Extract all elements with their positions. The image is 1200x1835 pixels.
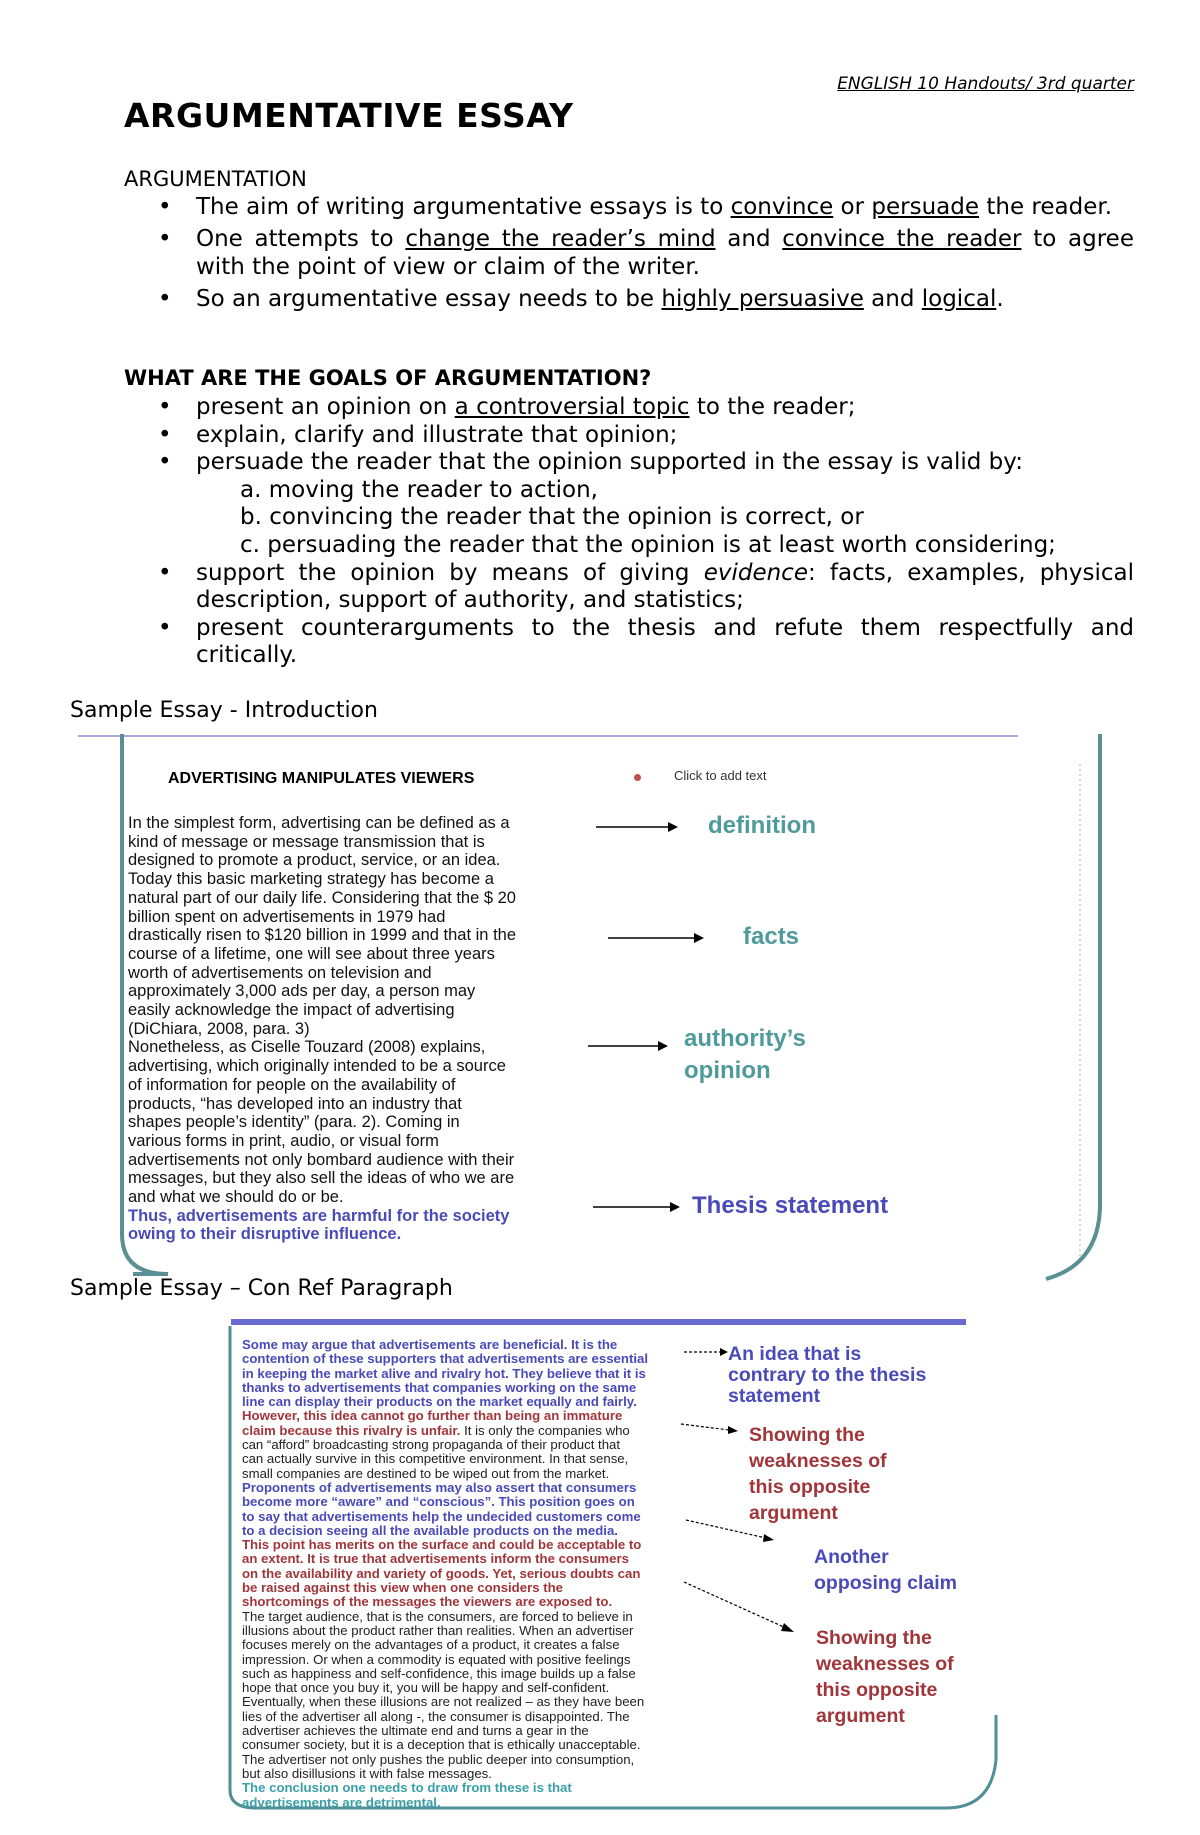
list-item: • present counterarguments to the thesis and refute them respectfully and critically. — [124, 615, 1134, 670]
sample-essay-introduction-figure — [68, 734, 1103, 1276]
annotation-definition: definition — [708, 812, 816, 839]
list-item: • present an opinion on a controversial topic to the reader; — [124, 394, 1134, 422]
essay-heading: ADVERTISING MANIPULATES VIEWERS — [168, 770, 475, 787]
list-item: • support the opinion by means of giving evidence: facts, examples, physical description, support of authority, and statistics; — [124, 560, 1134, 615]
sub-item: c. persuading the reader that the opinion is at least worth considering; — [240, 531, 1056, 558]
sample-label-con-ref: Sample Essay – Con Ref Paragraph — [70, 1276, 453, 1301]
argumentation-list — [124, 193, 1134, 313]
annotation-authority: authority’s opinion — [684, 1025, 806, 1084]
annotation-weakness-2: Showing the weaknesses of this opposite argument — [816, 1627, 954, 1727]
sub-item: a. moving the reader to action, — [240, 476, 598, 503]
sample-essay-conref-figure — [226, 1320, 1006, 1815]
section-heading-goals: WHAT ARE THE GOALS OF ARGUMENTATION? — [124, 366, 652, 390]
list-item: • The aim of writing argumentative essays is to convince or persuade the reader. — [124, 193, 1134, 221]
annotation-facts: facts — [743, 923, 800, 950]
bullet-dot-icon — [634, 774, 641, 781]
essay-intro-text: In the simplest form, advertising can be defined as a kind of message or message transmission that is designed to promote a product, service, or an idea. Today this basic marketing strategy has become a natural part of our daily life. Considering that the $ 20 billion spent on advertisements in 1979 had drastically risen to $120 billion in 1999 and that in the course of a lifetime, one will see about three years worth of advertisements on television and approximately 3,000 ads per day, a person may easily acknowledge the impact of advertising (DiChiara, 2008, para. 3) Nonetheless, as Ciselle Touzard (2008) explains, advertising, which originally intended to be a source of information for people on the availability of products, “has developed into an industry that shapes people’s identity” (para. 2). Coming in various forms in print, audio, or visual form advertisements not only bombard audience with their messages, but they also sell the ideas of who we are and what we should do or be. Thus, advertisements are harmful for the society owing to their disruptive influence. — [128, 814, 516, 1244]
page-title: ARGUMENTATIVE ESSAY — [124, 96, 574, 135]
annotation-another-claim: Another opposing claim — [814, 1546, 958, 1594]
goals-list — [124, 394, 1134, 670]
header-note: ENGLISH 10 Handouts/ 3rd quarter — [837, 74, 1134, 94]
annotation-thesis: Thesis statement — [692, 1192, 889, 1219]
list-item: • persuade the reader that the opinion supported in the essay is valid by: a. moving the reader to action, b. convincing the reader that the opinion is correct, or c. persuading the reader that the opinion is at least worth considering; — [124, 449, 1134, 559]
thesis-text: Thus, advertisements are harmful for the society — [128, 1206, 510, 1225]
annotation-contrary-idea: An idea that is contrary to the thesis statement — [728, 1343, 927, 1407]
annotation-weakness-1: Showing the weaknesses of this opposite argument — [749, 1424, 887, 1524]
click-to-add-text[interactable]: Click to add text — [674, 768, 767, 783]
sub-item: b. convincing the reader that the opinion is correct, or — [240, 504, 864, 531]
sample-label-introduction: Sample Essay - Introduction — [70, 698, 378, 723]
list-item: • explain, clarify and illustrate that opinion; — [124, 422, 1134, 450]
section-label-argumentation: ARGUMENTATION — [124, 167, 307, 191]
list-item: • So an argumentative essay needs to be highly persuasive and logical. — [124, 285, 1134, 313]
con-ref-paragraph: Some may argue that advertisements are beneficial. It is the contention of these supporters that advertisements are essential in keeping the market alive and rivalry hot. They believe that it is thanks to advertisements that companies working on the same line can display their products on the market equally and fairly. However, this idea cannot go further than being an immature claim because this rivalry is unfair. It is only the companies who can “afford” broadcasting strong propaganda of their product that can actually survive in this competitive environment. In that sense, small companies are destined to be wiped out from the market. Proponents of advertisements may also assert that consumers become more “aware” and “conscious”. This position goes on to say that advertisements help the undecided customers come to a decision seeing all the available products on the media. This point has merits on the surface and could be acceptable to an extent. It is true that advertisements inform the consumers on the availability and variety of goods. Yet, serious doubts can be raised against this view when one considers the shortcomings of the messages the viewers are exposed to. The target audience, that is the consumers, are forced to believe in illusions about the product rather than realities. When an advertiser focuses merely on the advantages of a product, it creates a false impression. Or when a commodity is equated with positive feelings such as happiness and self-confidence, this image builds up a false hope that once you buy it, you will be happy and self-confident. Eventually, when these illusions are not realized – as they have been lies of the advertiser all along -, the consumer is disappointed. The advertiser achieves the ultimate end and turns a gear in the consumer society, but it is a deception that is ethically unacceptable. The advertiser not only pushes the public deeper into consumption, but also disillusions it with false messages. The conclusion one needs to draw from these is that advertisements are detrimental. — [242, 1337, 648, 1810]
list-item: • One attempts to change the reader’s mind and convince the reader to agree with the point of view or claim of the writer. — [124, 225, 1134, 281]
